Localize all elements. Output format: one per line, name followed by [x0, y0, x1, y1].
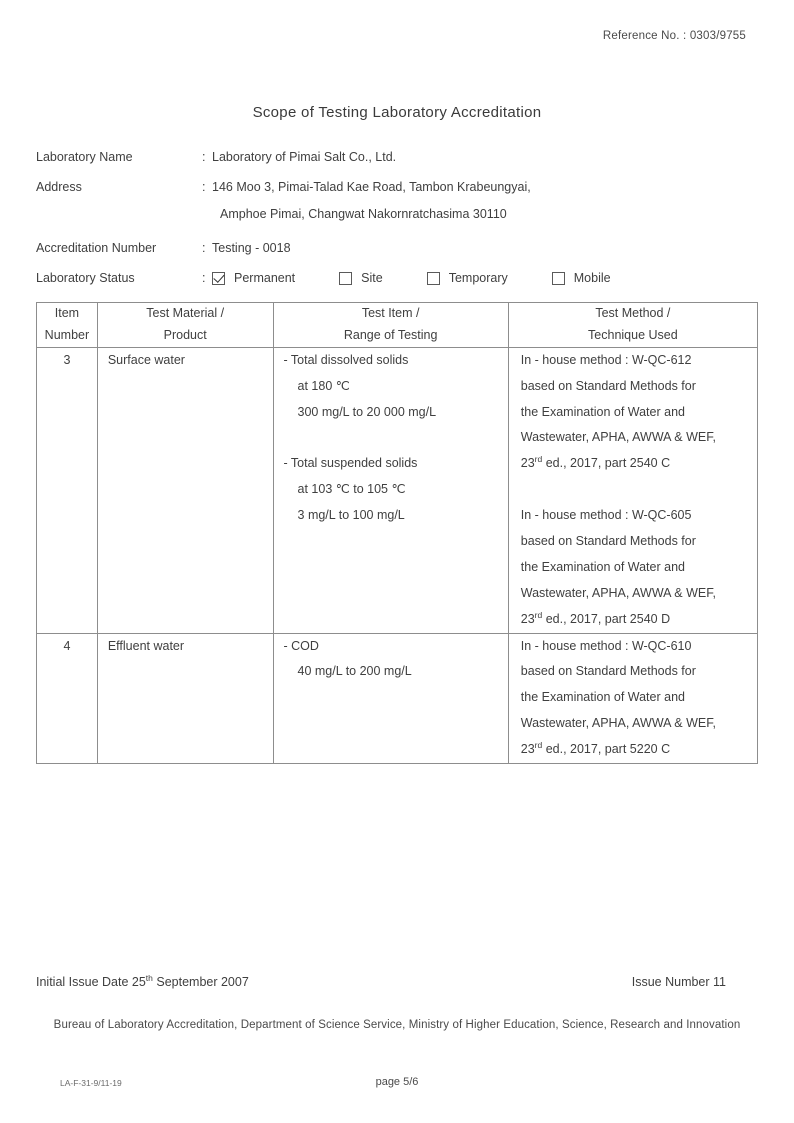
address-value-line2: Amphoe Pimai, Changwat Nakornratchasima 30110	[220, 207, 507, 222]
edition-ordinal: rd	[534, 739, 543, 750]
test-block	[284, 451, 508, 529]
method-line: the Examination of Water and	[520, 559, 685, 574]
header-item-number-line1: Item	[54, 306, 80, 320]
laboratory-name-label: Laboratory Name	[36, 150, 133, 164]
test-block	[284, 348, 508, 426]
method-block	[521, 503, 757, 632]
cell-item-number: 3	[37, 347, 98, 633]
test-line: at 103 ℃ to 105 ℃	[297, 482, 406, 497]
info-row-accreditation-number	[36, 241, 758, 257]
reference-number: Reference No. : 0303/9755	[602, 30, 746, 42]
method-edition-line	[521, 607, 757, 633]
laboratory-status-label: Laboratory Status	[36, 270, 135, 285]
edition-rest: ed., 2017, part 5220 C	[542, 742, 671, 756]
method-line: Wastewater, APHA, AWWA & WEF,	[520, 585, 716, 600]
edition-number: 23	[520, 456, 535, 471]
cell-test-material: Effluent water	[97, 633, 273, 763]
method-line: based on Standard Methods for	[520, 378, 696, 393]
method-line: In - house method : W-QC-610	[520, 638, 692, 653]
status-option-mobile-label: Mobile	[573, 270, 611, 285]
status-option-temporary[interactable]	[427, 271, 508, 287]
header-test-method-line2: Technique Used	[588, 327, 678, 342]
scope-table	[36, 302, 758, 764]
header-test-material-line1: Test Material /	[146, 306, 225, 320]
method-block	[521, 348, 757, 477]
checkbox-permanent-icon[interactable]	[212, 272, 225, 285]
colon-2: :	[202, 179, 206, 194]
table-row	[37, 347, 758, 633]
method-line: the Examination of Water and	[520, 404, 685, 419]
bureau-line: Bureau of Laboratory Accreditation, Department of Science Service, Ministry of Higher Education, Science, Research and Innovation	[53, 1019, 741, 1031]
accreditation-number-value: Testing - 0018	[212, 240, 291, 255]
colon-4: :	[202, 270, 206, 285]
form-code: LA-F-31-9/11-19	[60, 1078, 122, 1088]
method-line: Wastewater, APHA, AWWA & WEF,	[520, 430, 716, 445]
accreditation-number-label: Accreditation Number	[36, 240, 157, 255]
info-row-laboratory-name	[36, 150, 758, 166]
header-test-item	[273, 303, 508, 348]
test-line: 40 mg/L to 200 mg/L	[297, 664, 412, 679]
page-number: page 5/6	[375, 1076, 419, 1088]
test-line: 300 mg/L to 20 000 mg/L	[297, 404, 437, 419]
address-label: Address	[36, 179, 82, 194]
colon-3: :	[202, 240, 206, 255]
header-test-material	[97, 303, 273, 348]
method-line: based on Standard Methods for	[520, 664, 696, 679]
cell-test-method	[508, 633, 757, 763]
cell-test-item	[273, 347, 508, 633]
edition-ordinal: rd	[534, 454, 543, 465]
test-line: at 180 ℃	[297, 378, 350, 393]
cell-item-number: 4	[37, 633, 98, 763]
method-line: In - house method : W-QC-612	[520, 352, 692, 367]
method-edition-line	[521, 451, 757, 477]
header-item-number	[37, 303, 98, 348]
test-lead: - COD	[283, 638, 319, 653]
laboratory-name-value: Laboratory of Pimai Salt Co., Ltd.	[212, 150, 397, 164]
method-block	[521, 634, 757, 763]
header-test-item-line2: Range of Testing	[343, 327, 438, 342]
laboratory-status-options	[212, 271, 758, 287]
initial-issue-date	[36, 972, 249, 989]
page-title: Scope of Testing Laboratory Accreditation	[252, 104, 542, 121]
status-option-site-label: Site	[361, 270, 383, 285]
method-line: Wastewater, APHA, AWWA & WEF,	[520, 716, 716, 731]
issue-number: Issue Number 11	[631, 975, 726, 989]
edition-ordinal: rd	[534, 609, 543, 620]
header-test-method-line1: Test Method /	[595, 306, 671, 320]
test-block	[284, 634, 508, 686]
status-option-temporary-label: Temporary	[448, 270, 508, 285]
header-item-number-line2: Number	[44, 327, 90, 342]
header-test-material-line2: Product	[163, 327, 207, 342]
test-line: 3 mg/L to 100 mg/L	[297, 508, 405, 523]
method-line: the Examination of Water and	[520, 690, 685, 705]
spacer	[521, 477, 757, 503]
method-line: In - house method : W-QC-605	[520, 508, 692, 523]
table-row	[37, 633, 758, 763]
checkbox-temporary-icon[interactable]	[427, 272, 440, 285]
laboratory-info	[36, 150, 758, 292]
edition-rest: ed., 2017, part 2540 C	[542, 456, 671, 471]
method-line: based on Standard Methods for	[520, 534, 696, 548]
edition-number: 23	[520, 742, 535, 756]
checkbox-mobile-icon[interactable]	[552, 272, 565, 285]
test-lead: - Total suspended solids	[283, 456, 418, 471]
checkbox-site-icon[interactable]	[339, 272, 352, 285]
method-edition-line	[521, 737, 757, 763]
status-option-mobile[interactable]	[552, 271, 611, 287]
header-test-item-line1: Test Item /	[361, 306, 420, 320]
info-row-laboratory-status	[36, 271, 758, 287]
edition-rest: ed., 2017, part 2540 D	[542, 611, 671, 626]
table-header-row	[37, 303, 758, 348]
cell-test-item	[273, 633, 508, 763]
issue-date-ordinal: th	[145, 972, 153, 983]
status-option-permanent-label: Permanent	[234, 270, 296, 285]
address-value-line1: 146 Moo 3, Pimai-Talad Kae Road, Tambon Krabeungyai,	[212, 179, 531, 194]
edition-number: 23	[520, 611, 535, 626]
cell-test-method	[508, 347, 757, 633]
info-row-address	[36, 180, 758, 223]
header-test-method	[508, 303, 757, 348]
issue-date-prefix: Initial Issue Date 25	[36, 975, 146, 989]
issue-date-suffix: September 2007	[152, 975, 249, 989]
test-lead: - Total dissolved solids	[283, 352, 409, 367]
colon-1: :	[202, 150, 206, 164]
spacer	[284, 425, 508, 451]
cell-test-material: Surface water	[97, 347, 273, 633]
status-option-site[interactable]	[339, 271, 383, 287]
status-option-permanent[interactable]	[212, 271, 295, 287]
